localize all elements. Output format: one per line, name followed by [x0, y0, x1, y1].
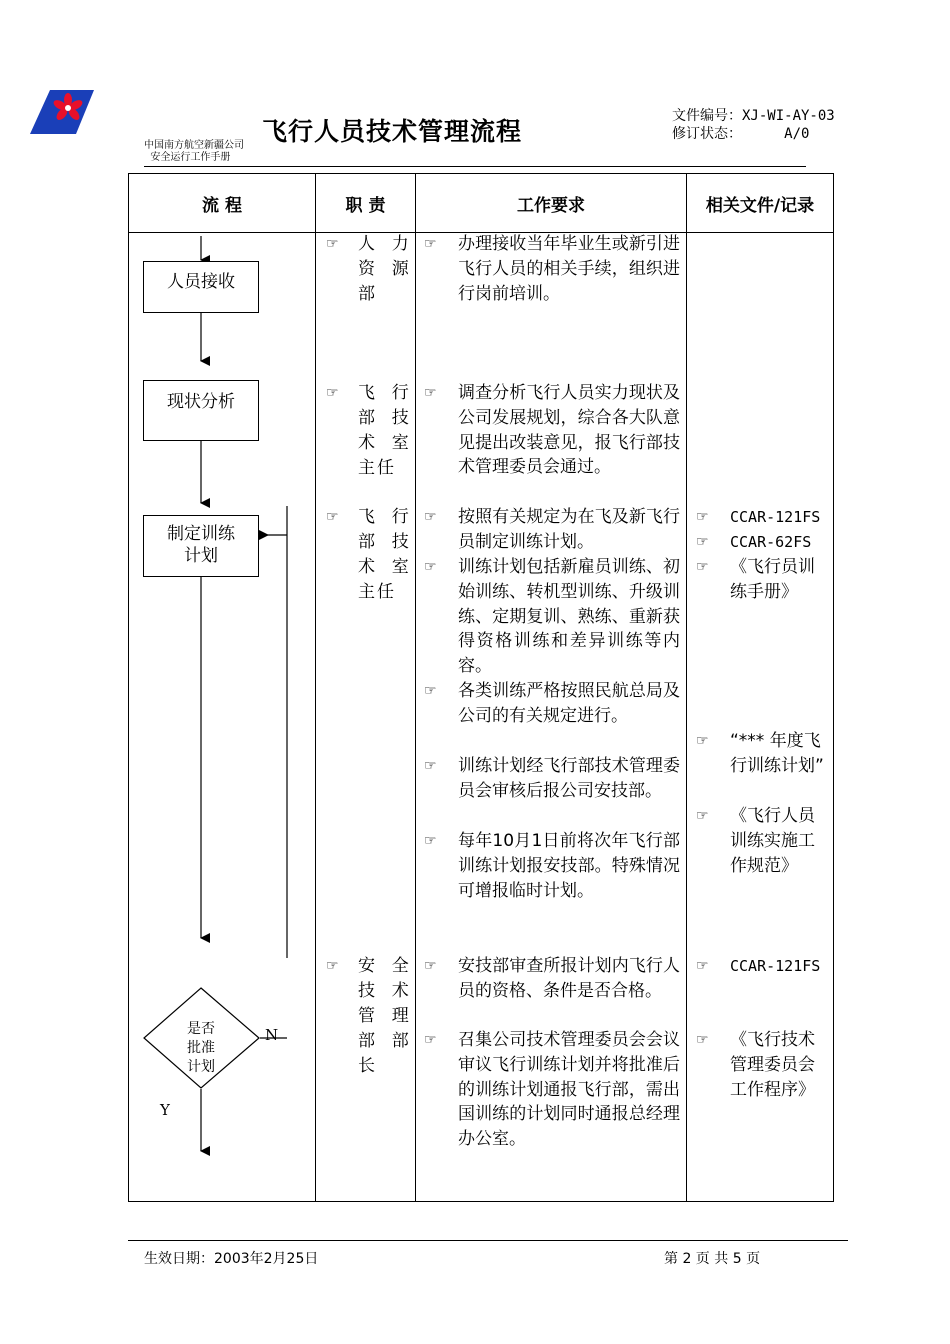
requirement-text: 调查分析飞行人员实力现状及公司发展规划，综合各大队意见提出改装意见，报飞行部技术管理委员会通过。: [458, 383, 680, 478]
related-doc: 《飞行人员训练实施工作规范》: [730, 806, 815, 876]
hand-pointer-icon: ☞: [696, 808, 709, 824]
decision-no-label: N: [265, 1026, 279, 1044]
hand-pointer-icon: ☞: [696, 1032, 709, 1048]
responsibility-hr: 人 力 资 源 部: [358, 234, 411, 304]
flow-step-label: 计划: [184, 546, 218, 566]
page-number: 第 2 页 共 5 页: [664, 1251, 761, 1267]
requirement-text: 每年10月1日前将次年飞行部训练计划报安技部。特殊情况可增报临时计划。: [458, 831, 680, 901]
hand-pointer-icon: ☞: [696, 733, 709, 749]
hand-pointer-icon: ☞: [696, 958, 709, 974]
requirement-text: 召集公司技术管理委员会会议审议飞行训练计划并将批准后的训练计划通报飞行部，需出国训练的计划同时通报总经理办公室。: [458, 1030, 680, 1150]
hand-pointer-icon: ☞: [424, 559, 437, 575]
decision-yes-label: Y: [160, 1101, 170, 1119]
related-doc: 《飞行员训练手册》: [730, 557, 815, 602]
doc-number: 文件编号：XJ-WI-AY-03: [672, 108, 835, 124]
hand-pointer-icon: ☞: [696, 509, 709, 525]
responsibility-safety-dept: 安 全 技 术 管 理 部 部 长: [358, 956, 411, 1076]
decision-label: [170, 1020, 232, 1077]
hand-pointer-icon: ☞: [424, 958, 437, 974]
decision-text: 批准: [187, 1040, 215, 1056]
requirement-text: 训练计划包括新雇员训练、初始训练、转机型训练、升级训练、定期复训、熟练、重新获得资格训练和差异训练等内容。: [458, 557, 680, 677]
responsibility-flight-tech-office: 飞 行 部 技 术 室 主任: [358, 383, 411, 478]
decision-text: 计划: [187, 1059, 215, 1075]
manual-name: 安全运行工作手册: [144, 152, 231, 163]
page-title: 飞行人员技术管理流程: [262, 117, 523, 146]
hand-pointer-icon: ☞: [326, 236, 339, 252]
requirement-text: 办理接收当年毕业生或新引进飞行人员的相关手续，组织进行岗前培训。: [458, 234, 680, 304]
hand-pointer-icon: ☞: [424, 385, 437, 401]
column-header-related-docs: 相关文件/记录: [705, 195, 815, 216]
related-doc: CCAR-121FS: [730, 508, 821, 526]
flow-step-status-analysis: [143, 380, 259, 441]
requirement-text: 按照有关规定为在飞及新飞行员制定训练计划。: [458, 507, 680, 552]
effective-date: 生效日期：2003年2月25日: [144, 1251, 319, 1267]
hand-pointer-icon: ☞: [424, 1032, 437, 1048]
hand-pointer-icon: ☞: [326, 509, 339, 525]
column-header-requirements: 工作要求: [517, 195, 585, 216]
company-line-1: 中国南方航空新疆公司: [144, 140, 244, 151]
flow-step-label: 制定训练: [167, 524, 235, 544]
revision-status: 修订状态： A/0: [672, 126, 810, 142]
requirement-text: 安技部审查所报计划内飞行人员的资格、条件是否合格。: [458, 956, 680, 1001]
related-doc: CCAR-62FS: [730, 533, 812, 551]
flow-step-label: 人员接收: [167, 272, 235, 292]
hand-pointer-icon: ☞: [326, 958, 339, 974]
requirement-text: 各类训练严格按照民航总局及公司的有关规定进行。: [458, 681, 680, 726]
column-header-flow: 流 程: [202, 195, 242, 216]
hand-pointer-icon: ☞: [696, 559, 709, 575]
hand-pointer-icon: ☞: [326, 385, 339, 401]
hand-pointer-icon: ☞: [424, 683, 437, 699]
related-record: “*** 年度飞行训练计划”: [730, 731, 824, 776]
related-doc: 《飞行技术管理委员会工作程序》: [730, 1030, 815, 1100]
hand-pointer-icon: ☞: [424, 833, 437, 849]
flow-step-make-training-plan: [143, 515, 259, 577]
hand-pointer-icon: ☞: [424, 509, 437, 525]
hand-pointer-icon: ☞: [424, 758, 437, 774]
column-header-responsibility: 职 责: [345, 195, 386, 216]
footer-divider: [128, 1240, 848, 1241]
flow-step-personnel-intake: [143, 261, 259, 313]
hand-pointer-icon: ☞: [424, 236, 437, 252]
related-doc: CCAR-121FS: [730, 957, 821, 975]
requirement-text: 训练计划经飞行部技术管理委员会审核后报公司安技部。: [458, 756, 680, 801]
hand-pointer-icon: ☞: [696, 534, 709, 550]
decision-text: 是否: [187, 1021, 215, 1037]
responsibility-flight-tech-office: 飞 行 部 技 术 室 主任: [358, 507, 411, 602]
flow-step-label: 现状分析: [167, 392, 235, 412]
